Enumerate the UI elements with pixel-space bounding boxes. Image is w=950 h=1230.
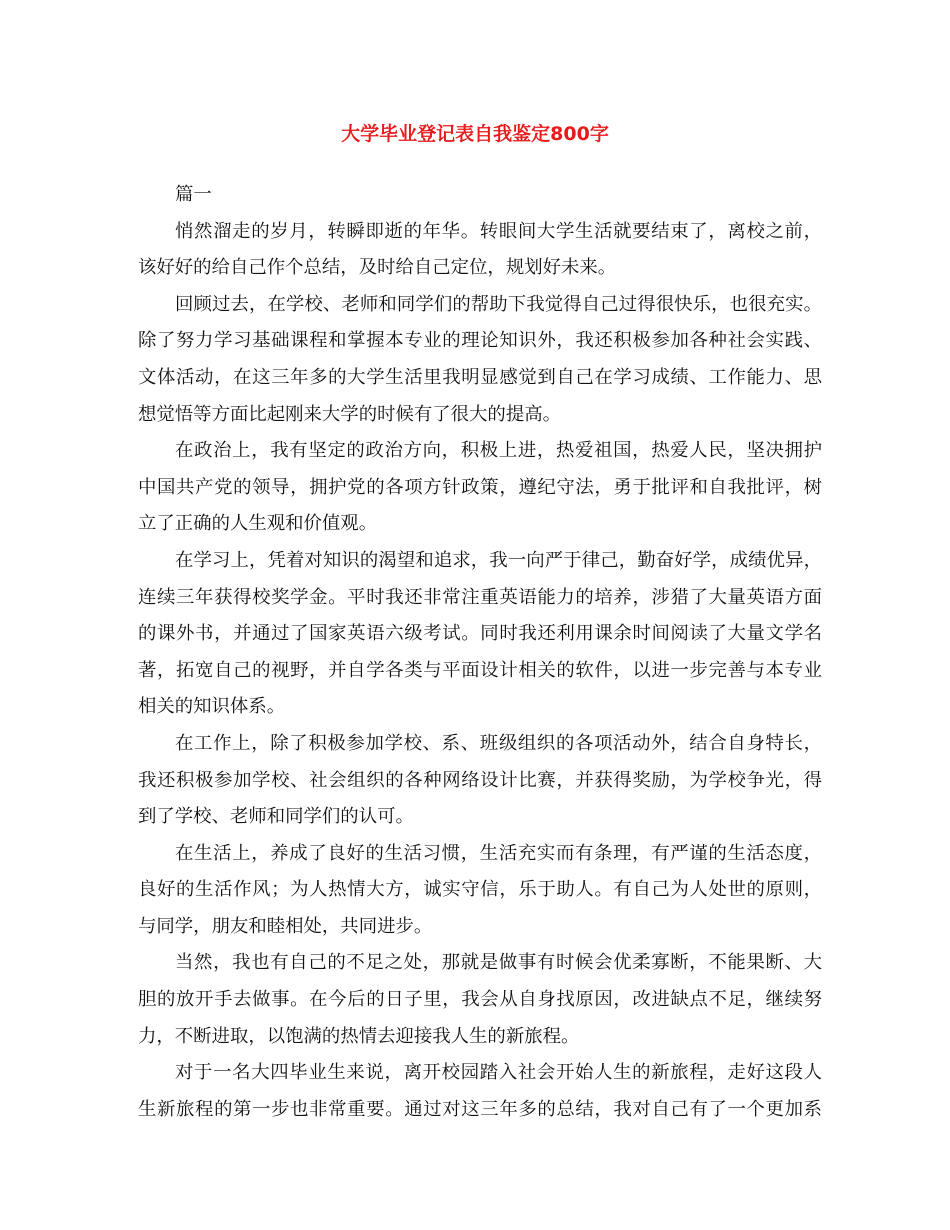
text-line: 相关的知识体系。 — [138, 696, 286, 718]
text-line: 我还积极参加学校、社会组织的各种网络设计比赛，并获得奖励，为学校争光，得 — [138, 769, 822, 791]
text-line: 力，不断进取，以饱满的热情去迎接我人生的新旅程。 — [138, 1025, 580, 1047]
text-line: 良好的生活作风；为人热情大方，诚实守信，乐于助人。有自己为人处世的原则， — [138, 879, 822, 901]
text-line: 生新旅程的第一步也非常重要。通过对这三年多的总结，我对自己有了一个更加系 — [138, 1098, 822, 1120]
text-line: 与同学，朋友和睦相处，共同进步。 — [138, 915, 433, 937]
text-line: 立了正确的人生观和价值观。 — [138, 513, 378, 535]
text-line: 想觉悟等方面比起刚来大学的时候有了很大的提高。 — [138, 403, 561, 425]
section-label: 篇一 — [175, 184, 212, 205]
text-line: 中国共产党的领导，拥护党的各项方针政策，遵纪守法，勇于批评和自我批评，树 — [138, 476, 822, 498]
text-line: 的课外书，并通过了国家英语六级考试。同时我还利用课余时间阅读了大量文学名 — [138, 623, 822, 645]
text-line: 在生活上，养成了良好的生活习惯，生活充实而有条理，有严谨的生活态度， — [175, 842, 822, 864]
text-line: 当然，我也有自己的不足之处，那就是做事有时候会优柔寡断，不能果断、大 — [175, 952, 822, 974]
text-line: 回顾过去，在学校、老师和同学们的帮助下我觉得自己过得很快乐，也很充实。 — [175, 293, 822, 315]
text-line: 胆的放开手去做事。在今后的日子里，我会从自身找原因，改进缺点不足，继续努 — [138, 989, 822, 1011]
text-line: 在政治上，我有坚定的政治方向，积极上进，热爱祖国，热爱人民，坚决拥护 — [175, 440, 822, 462]
text-line: 在学习上，凭着对知识的渴望和追求，我一向严于律己，勤奋好学，成绩优异， — [175, 549, 822, 571]
text-line: 到了学校、老师和同学们的认可。 — [138, 806, 414, 828]
text-line: 文体活动，在这三年多的大学生活里我明显感觉到自己在学习成绩、工作能力、思 — [138, 366, 822, 388]
text-line: 著，拓宽自己的视野，并自学各类与平面设计相关的软件，以进一步完善与本专业 — [138, 659, 822, 681]
text-line: 连续三年获得校奖学金。平时我还非常注重英语能力的培养，涉猎了大量英语方面 — [138, 586, 822, 608]
text-line: 悄然溜走的岁月，转瞬即逝的年华。转眼间大学生活就要结束了，离校之前， — [175, 220, 822, 242]
document-title: 大学毕业登记表自我鉴定800字 — [341, 123, 609, 145]
text-line: 该好好的给自己作个总结，及时给自己定位，规划好未来。 — [138, 257, 617, 279]
document-body — [138, 177, 822, 1128]
text-line: 在工作上，除了积极参加学校、系、班级组织的各项活动外，结合自身特长， — [175, 732, 822, 754]
text-line: 除了努力学习基础课程和掌握本专业的理论知识外，我还积极参加各种社会实践、 — [138, 330, 822, 352]
text-line: 对于一名大四毕业生来说，离开校园踏入社会开始人生的新旅程，走好这段人 — [175, 1062, 822, 1084]
